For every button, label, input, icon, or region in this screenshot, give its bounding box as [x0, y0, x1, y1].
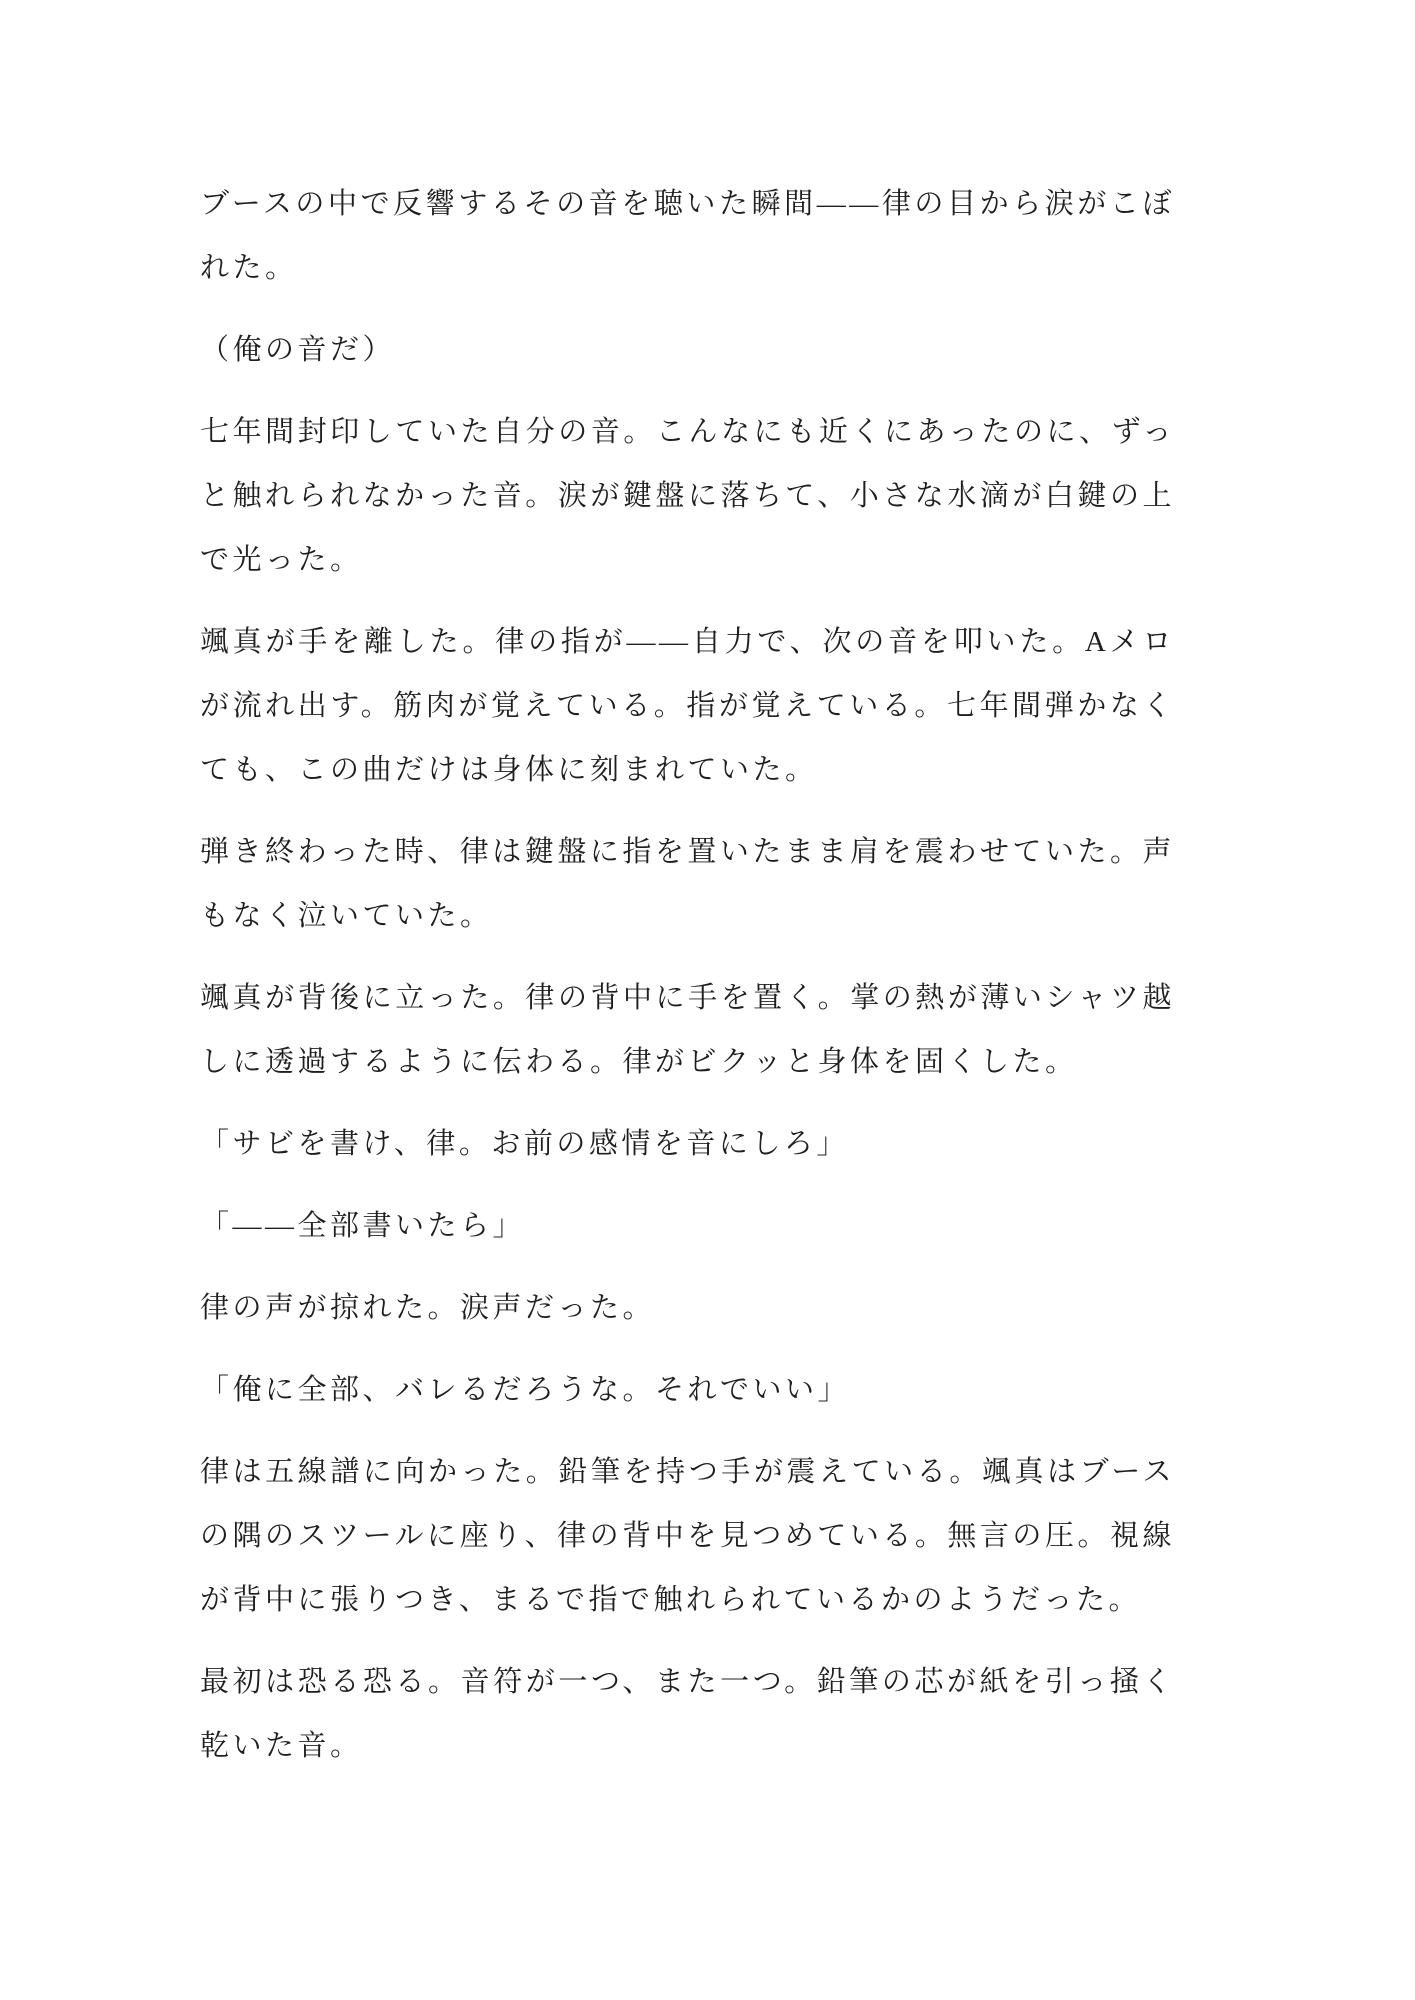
paragraph: 颯真が手を離した。律の指が——自力で、次の音を叩いた。Aメロが流れ出す。筋肉が覚えている。指が覚えている。七年間弾かなくても、この曲だけは身体に刻まれていた。 — [200, 626, 1175, 786]
paragraph: 弾き終わった時、律は鍵盤に指を置いたまま肩を震わせていた。声もなく泣いていた。 — [200, 836, 1175, 932]
paragraph: ブースの中で反響するその音を聴いた瞬間——律の目から涙がこぼれた。 — [200, 188, 1175, 284]
paragraph: 律の声が掠れた。涙声だった。 — [200, 1292, 656, 1324]
paragraph-dialogue: 「——全部書いたら」 — [200, 1210, 526, 1242]
paragraph: 律は五線譜に向かった。鉛筆を持つ手が震えている。颯真はブースの隅のスツールに座り、律の背中を見つめている。無言の圧。視線が背中に張りつき、まるで指で触れられているかのようだった。 — [200, 1456, 1175, 1616]
paragraph: 颯真が背後に立った。律の背中に手を置く。掌の熱が薄いシャツ越しに透過するように伝わる。律がビクッと身体を固くした。 — [200, 982, 1175, 1078]
paragraph: 最初は恐る恐る。音符が一つ、また一つ。鉛筆の芯が紙を引っ掻く乾いた音。 — [200, 1666, 1175, 1762]
paragraph: （俺の音だ） — [200, 334, 396, 366]
paragraph-dialogue: 「サビを書け、律。お前の感情を音にしろ」 — [200, 1128, 849, 1160]
paragraph: 七年間封印していた自分の音。こんなにも近くにあったのに、ずっと触れられなかった音。涙が鍵盤に落ちて、小さな水滴が白鍵の上で光った。 — [200, 416, 1175, 576]
paragraph-dialogue: 「俺に全部、バレるだろうな。それでいい」 — [200, 1374, 851, 1406]
